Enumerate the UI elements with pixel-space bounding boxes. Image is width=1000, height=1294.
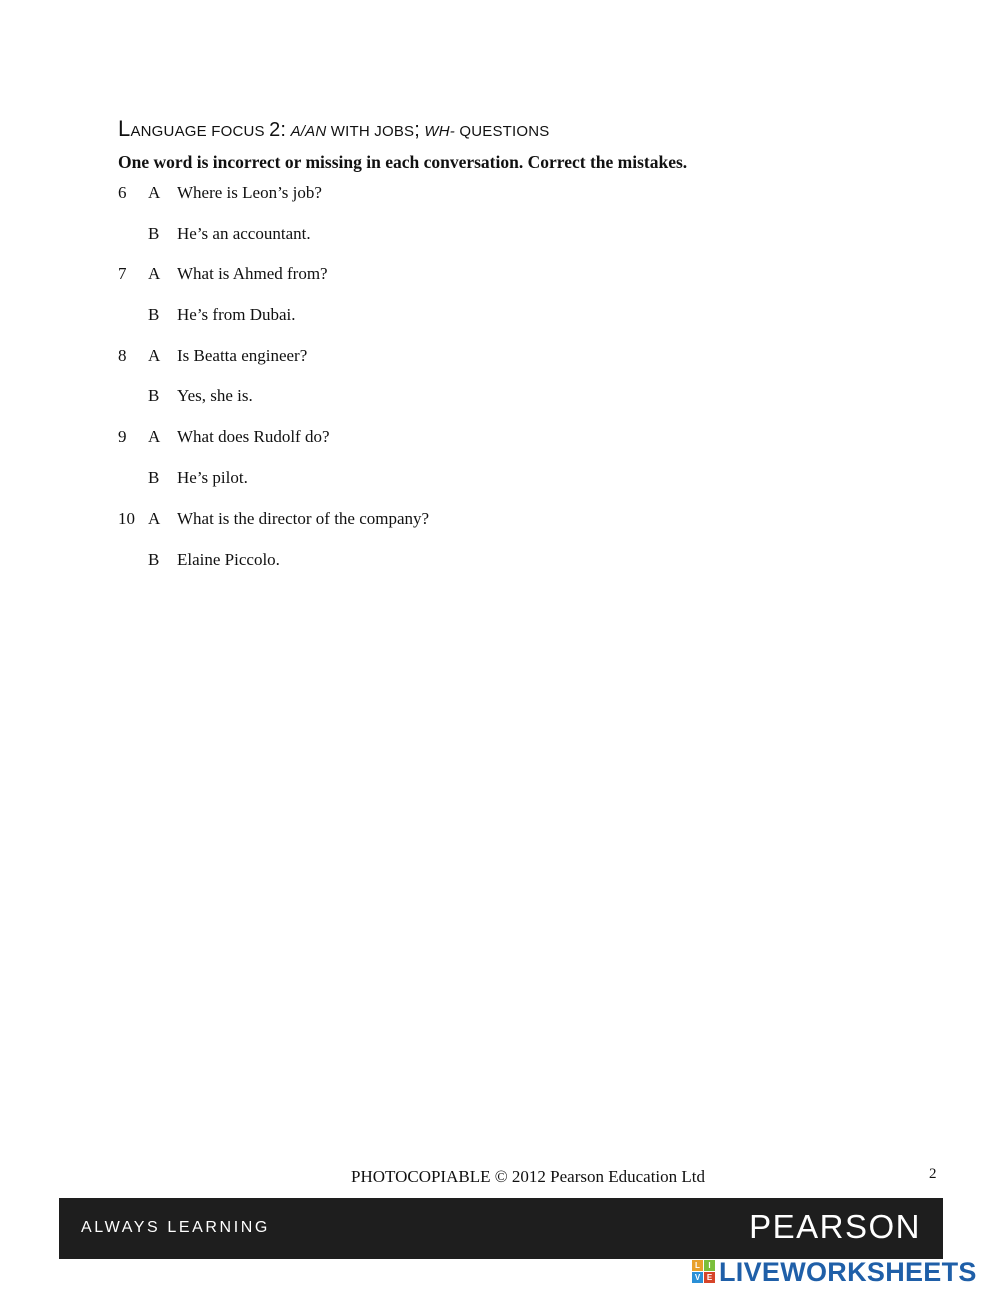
heading-text-3: QUESTIONS: [459, 123, 550, 140]
speaker-label: A: [148, 183, 161, 202]
heading-semicolon: ;: [414, 119, 420, 141]
heading-initial: L: [118, 116, 131, 141]
item-number: 6: [118, 183, 127, 202]
speaker-label: B: [148, 305, 160, 324]
speaker-label: B: [148, 468, 160, 487]
icon-letter: V: [692, 1272, 703, 1283]
line-text: What is the director of the company?: [177, 509, 430, 528]
page-number: 2: [929, 1166, 937, 1182]
line-text: He’s an accountant.: [177, 224, 311, 243]
speaker-label: A: [148, 427, 161, 446]
line-text: Yes, she is.: [177, 386, 253, 405]
speaker-label: A: [148, 264, 161, 283]
heading-text-1: ANGUAGE FOCUS: [130, 123, 265, 140]
copyright-footer: PHOTOCOPIABLE © 2012 Pearson Education Ltd: [351, 1167, 705, 1186]
speaker-label: B: [148, 386, 160, 405]
liveworksheets-icon: [692, 1260, 716, 1284]
banner-tagline: ALWAYS LEARNING: [81, 1219, 270, 1236]
line-text: Where is Leon’s job?: [177, 183, 322, 202]
line-text: Is Beatta engineer?: [177, 346, 308, 365]
icon-letter: L: [692, 1260, 703, 1271]
speaker-label: A: [148, 509, 161, 528]
item-number: 7: [118, 264, 127, 283]
instruction-text: One word is incorrect or missing in each conversation. Correct the mistakes.: [118, 152, 688, 172]
item-number: 8: [118, 346, 127, 365]
speaker-label: B: [148, 224, 160, 243]
icon-letter: E: [704, 1272, 715, 1283]
pearson-logo: PEARSON: [749, 1208, 921, 1245]
item-number: 9: [118, 427, 127, 446]
icon-letter: I: [704, 1260, 715, 1271]
line-text: What is Ahmed from?: [177, 264, 328, 283]
pearson-banner: [59, 1198, 943, 1259]
heading-number: 2:: [269, 119, 287, 141]
liveworksheets-text: LIVEWORKSHEETS: [719, 1257, 977, 1287]
line-text: He’s from Dubai.: [177, 305, 296, 324]
heading-italic-1: A/AN: [290, 123, 327, 140]
speaker-label: B: [148, 550, 160, 569]
item-number: 10: [118, 509, 135, 528]
line-text: Elaine Piccolo.: [177, 550, 280, 569]
line-text: He’s pilot.: [177, 468, 248, 487]
line-text: What does Rudolf do?: [177, 427, 330, 446]
heading-text-2: WITH JOBS: [330, 123, 415, 140]
section-heading: [118, 116, 550, 142]
liveworksheets-watermark: [692, 1257, 992, 1287]
speaker-label: A: [148, 346, 161, 365]
heading-italic-2: WH-: [424, 123, 455, 140]
